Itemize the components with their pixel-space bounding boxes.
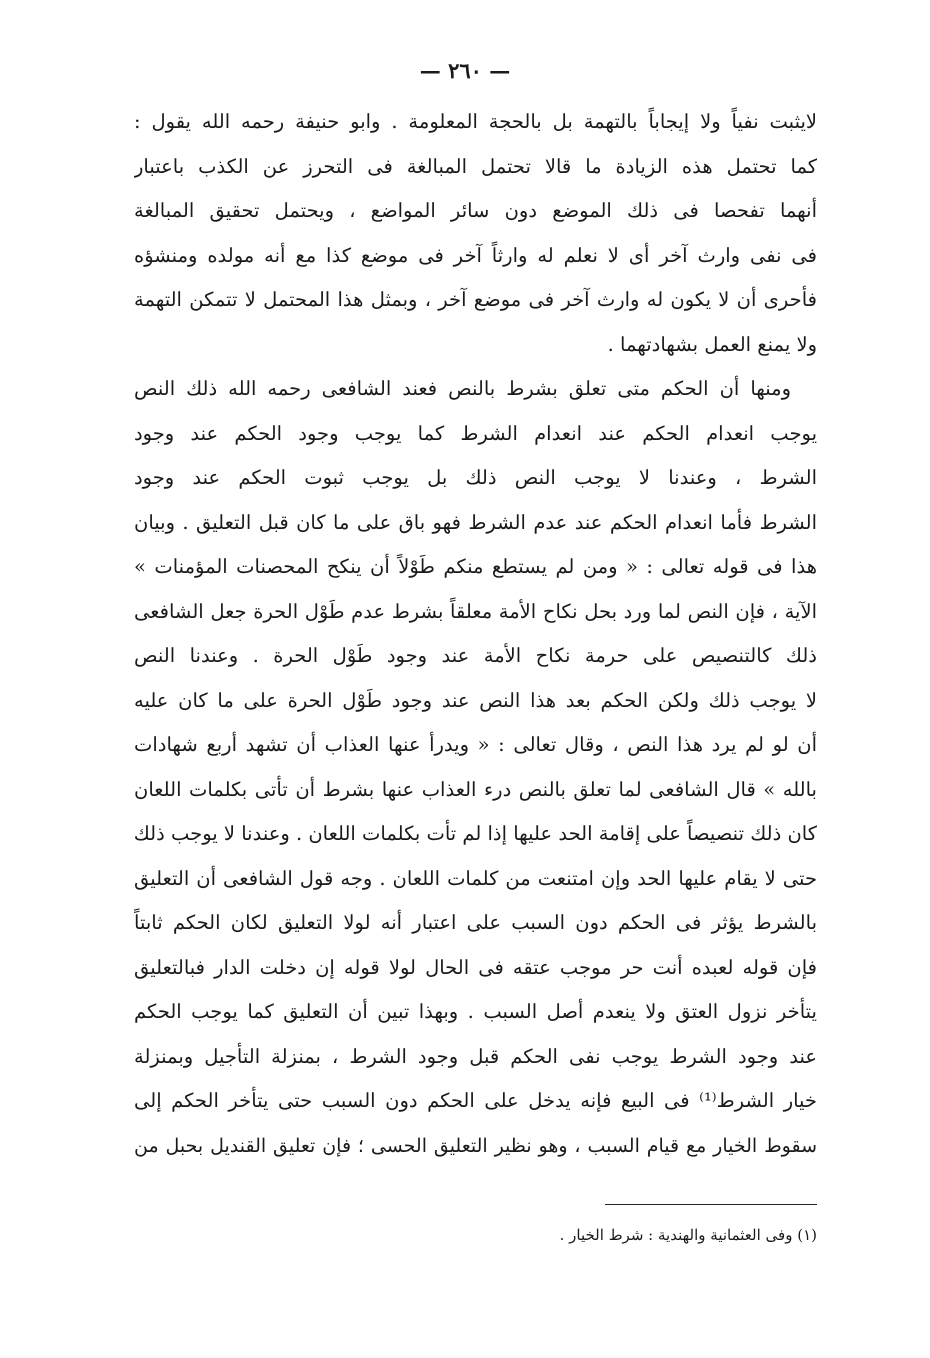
- text-line: ذلك كالتنصيص على حرمة نكاح الأمة عند وجود طَوْل الحرة . وعندنا النص: [134, 644, 817, 667]
- text-line: ولا يمنع العمل بشهادتهما .: [607, 332, 817, 356]
- page-number: — ٢٦٠ —: [419, 58, 511, 83]
- text-line: فى نفى وارث آخر أى لا نعلم له وارثاً آخر فى موضع كذا مع أنه مولده ومنشؤه: [134, 243, 817, 267]
- paragraph-1: [134, 100, 817, 367]
- text-line: ومنها أن الحكم متى تعلق بشرط بالنص فعند الشافعى رحمه الله ذلك النص: [134, 377, 791, 400]
- text-line: كما تحتمل هذه الزيادة ما قالا تحتمل المبالغة فى التحرز عن الكذب باعتبار: [134, 154, 817, 178]
- text-line: لا يوجب ذلك ولكن الحكم بعد هذا النص عند وجود طَوْل الحرة على ما كان عليه: [134, 688, 817, 712]
- text-line: يتأخر نزول العتق ولا ينعدم أصل السبب . وبهذا تبين أن التعليق كما يوجب الحكم: [134, 1000, 817, 1023]
- text-line: كان ذلك تنصيصاً على إقامة الحد عليها إذا لم تأت بكلمات اللعان . وعندنا لا يوجب ذلك: [134, 822, 817, 845]
- text-line: فأحرى أن لا يكون له وارث آخر فى موضع آخر ، وبمثل هذا المحتمل لا تتمكن التهمة: [134, 288, 817, 311]
- text-line: خيار الشرط⁽¹⁾ فى البيع فإنه يدخل على الحكم دون السبب حتى يتأخر الحكم إلى: [134, 1089, 817, 1112]
- text-line: أن لو لم يرد هذا النص ، وقال تعالى : « ويدرأ عنها العذاب أن تشهد أربع شهادات: [134, 733, 817, 756]
- text-line: الشرط فأما انعدام الحكم عند عدم الشرط فهو باق على ما كان قبل التعليق . وبيان: [134, 510, 817, 534]
- text-line: يوجب انعدام الحكم عند انعدام الشرط كما يوجب وجود الحكم عند وجود: [134, 421, 817, 445]
- footnote: (١) وفى العثمانية والهندية : شرط الخيار .: [559, 1226, 817, 1244]
- text-line: عند وجود الشرط يوجب نفى الحكم قبل وجود الشرط ، بمنزلة التأجيل وبمنزلة: [134, 1044, 817, 1068]
- text-line: الآية ، فإن النص لما ورد بحل نكاح الأمة معلقاً بشرط عدم طَوْل الحرة جعل الشافعى: [134, 599, 817, 623]
- text-line: بالله » قال الشافعى لما تعلق بالنص درء العذاب عنها بشرط أن تأتى بكلمات اللعان: [134, 777, 817, 801]
- text-line: فإن قوله لعبده أنت حر موجب عتقه فى الحال لولا قوله إن دخلت الدار فبالتعليق: [134, 955, 817, 979]
- text-line: لايثبت نفياً ولا إيجاباً بالتهمة بل بالحجة المعلومة . وابو حنيفة رحمه الله يقول :: [134, 110, 817, 133]
- main-text: [134, 100, 817, 1168]
- text-line: أنهما تفحصا فى ذلك الموضع دون سائر المواضع ، ويحتمل تحقيق المبالغة: [134, 199, 817, 222]
- text-line: بالشرط يؤثر فى الحكم دون السبب على اعتبار أنه لولا التعليق لكان الحكم ثابتاً: [134, 911, 817, 934]
- paragraph-2: [134, 367, 817, 1168]
- text-line: سقوط الخيار مع قيام السبب ، وهو نظير التعليق الحسى ؛ فإن تعليق القنديل بحبل من: [134, 1134, 817, 1157]
- footnote-divider: [605, 1204, 817, 1205]
- text-line: هذا فى قوله تعالى : « ومن لم يستطع منكم طَوْلاً أن ينكح المحصنات المؤمنات »: [134, 555, 817, 578]
- text-line: حتى لا يقام عليها الحد وإن امتنعت من كلمات اللعان . وجه قول الشافعى أن التعليق: [134, 866, 817, 890]
- text-line: الشرط ، وعندنا لا يوجب النص ذلك بل يوجب ثبوت الحكم عند وجود: [134, 466, 817, 489]
